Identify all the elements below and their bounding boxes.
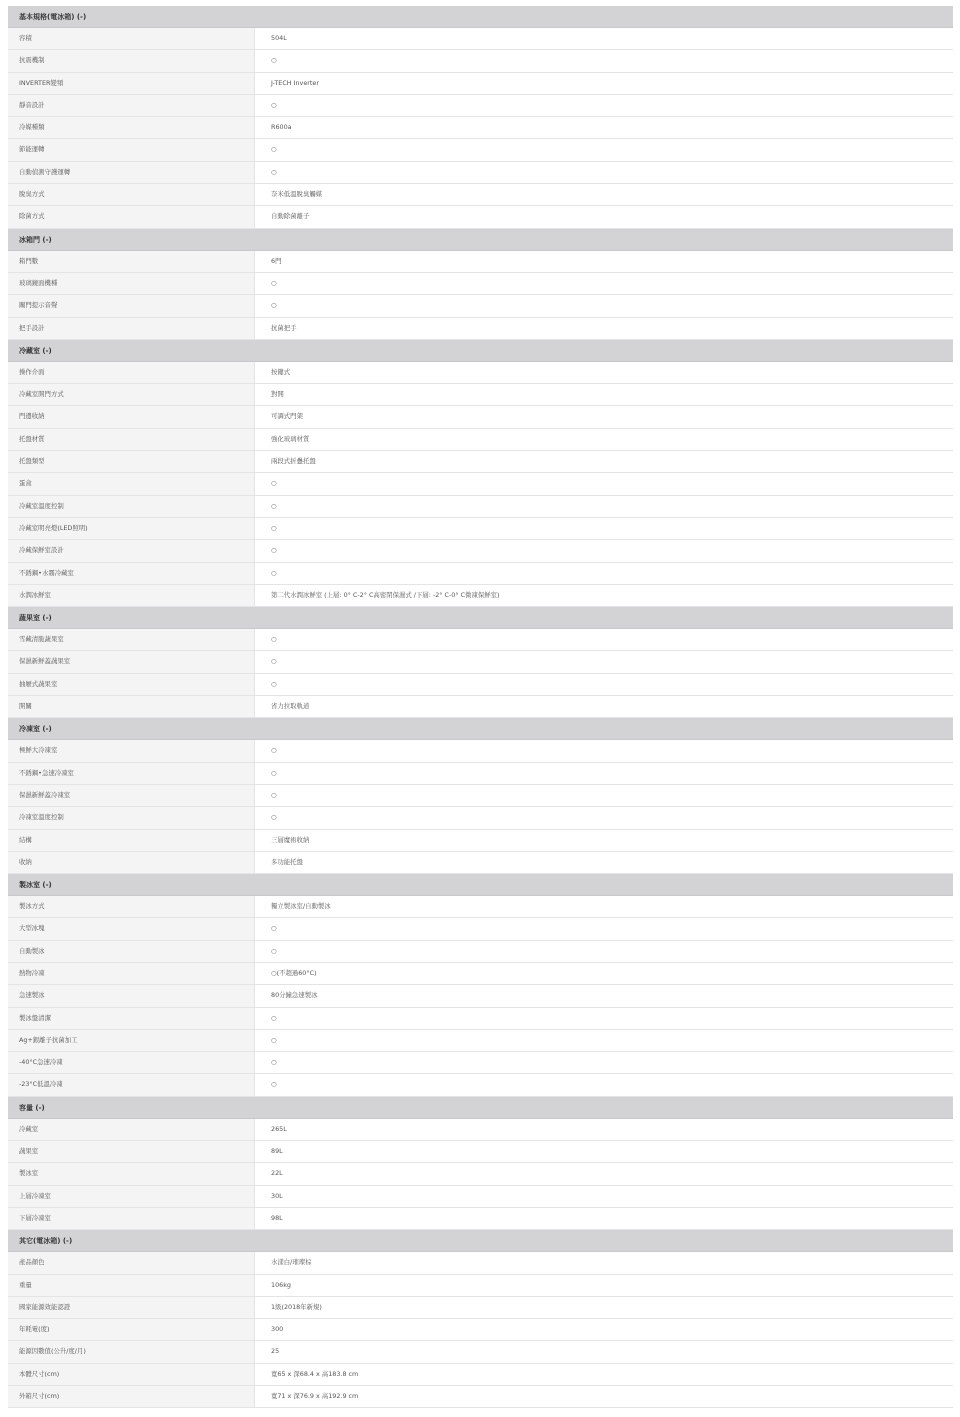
spec-row [8, 273, 953, 295]
spec-label: 冷藏室明亮燈(LED照明) [8, 518, 255, 539]
spec-row [8, 206, 953, 228]
spec-value: R600a [255, 117, 953, 138]
spec-row [8, 1008, 953, 1030]
spec-value: ○ [255, 785, 953, 806]
spec-label: 產品顏色 [8, 1252, 255, 1273]
spec-row [8, 674, 953, 696]
spec-row [8, 162, 953, 184]
spec-label: -40°C急速冷凍 [8, 1052, 255, 1073]
spec-label: 急速製冰 [8, 985, 255, 1006]
spec-row [8, 73, 953, 95]
spec-value: 奈米低溫脫臭觸媒 [255, 184, 953, 205]
spec-value: 獨立製冰室/自動製冰 [255, 896, 953, 917]
spec-value: ○ [255, 540, 953, 561]
spec-row [8, 429, 953, 451]
spec-label: 門邊收納 [8, 406, 255, 427]
spec-label: 把手設計 [8, 318, 255, 339]
spec-value: 對開 [255, 384, 953, 405]
spec-label: -23°C低溫冷凍 [8, 1074, 255, 1095]
spec-value: ○ [255, 1074, 953, 1095]
spec-value: ○ [255, 763, 953, 784]
spec-row [8, 28, 953, 50]
spec-row [8, 1186, 953, 1208]
spec-value: 30L [255, 1186, 953, 1207]
spec-label: 冷藏室 [8, 1119, 255, 1140]
spec-label: 極鮮大冷凍室 [8, 740, 255, 761]
spec-value: ○ [255, 563, 953, 584]
spec-value: 寬65 x 深68.4 x 高183.8 cm [255, 1364, 953, 1385]
spec-row [8, 785, 953, 807]
spec-value: ○ [255, 651, 953, 672]
spec-row [8, 384, 953, 406]
spec-value: ○ [255, 941, 953, 962]
spec-row [8, 362, 953, 384]
spec-value: 第二代水潤冰鮮室 (上層: 0° C-2° C高密閉保濕式 /下層: -2° C-0° C微凍保鮮室) [255, 585, 953, 606]
spec-label: INVERTER變頻 [8, 73, 255, 94]
spec-section [8, 340, 953, 607]
spec-section [8, 607, 953, 718]
spec-row [8, 295, 953, 317]
spec-row [8, 1341, 953, 1363]
spec-row [8, 1364, 953, 1386]
section-header[interactable]: 容量 (-) [8, 1097, 953, 1119]
spec-row [8, 518, 953, 540]
spec-value: 多功能托盤 [255, 852, 953, 873]
spec-value: 三層魔術收納 [255, 830, 953, 851]
spec-row [8, 1119, 953, 1141]
spec-value: ○ [255, 50, 953, 71]
spec-value: 按鍵式 [255, 362, 953, 383]
spec-value: 80分鐘急速製冰 [255, 985, 953, 1006]
spec-row [8, 1208, 953, 1230]
spec-row [8, 1252, 953, 1274]
spec-row [8, 830, 953, 852]
spec-row [8, 540, 953, 562]
spec-label: 雪藏清脆蔬果室 [8, 629, 255, 650]
spec-row [8, 251, 953, 273]
spec-label: 靜音設計 [8, 95, 255, 116]
spec-label: 下層冷凍室 [8, 1208, 255, 1229]
spec-value: ○ [255, 1052, 953, 1073]
spec-row [8, 1052, 953, 1074]
spec-row [8, 406, 953, 428]
spec-value: 兩段式折疊托盤 [255, 451, 953, 472]
spec-value: 98L [255, 1208, 953, 1229]
spec-label: 操作介面 [8, 362, 255, 383]
spec-label: 重量 [8, 1275, 255, 1296]
section-header[interactable]: 基本規格(電冰箱) (-) [8, 6, 953, 28]
spec-label: 外箱尺寸(cm) [8, 1386, 255, 1407]
spec-section [8, 874, 953, 1097]
spec-label: 能源因數值(公升/度/月) [8, 1341, 255, 1362]
spec-value: 106kg [255, 1275, 953, 1296]
spec-row [8, 1319, 953, 1341]
spec-value: ○ [255, 629, 953, 650]
spec-label: 收納 [8, 852, 255, 873]
spec-row [8, 896, 953, 918]
spec-value: ○ [255, 518, 953, 539]
spec-value: ○ [255, 740, 953, 761]
spec-section [8, 6, 953, 229]
spec-value: ○ [255, 674, 953, 695]
spec-row [8, 651, 953, 673]
spec-row [8, 1297, 953, 1319]
spec-row [8, 1074, 953, 1096]
spec-row [8, 985, 953, 1007]
spec-row [8, 852, 953, 874]
spec-value: ○ [255, 496, 953, 517]
spec-value: 265L [255, 1119, 953, 1140]
spec-value: 強化玻璃材質 [255, 429, 953, 450]
spec-value: J-TECH Inverter [255, 73, 953, 94]
spec-label: 熱物冷凍 [8, 963, 255, 984]
spec-label: 抗震機制 [8, 50, 255, 71]
spec-value: ○ [255, 273, 953, 294]
spec-row [8, 1163, 953, 1185]
spec-row [8, 95, 953, 117]
spec-value: 89L [255, 1141, 953, 1162]
spec-value: 22L [255, 1163, 953, 1184]
spec-label: 開關 [8, 696, 255, 717]
spec-label: 蔬果室 [8, 1141, 255, 1162]
spec-value: 自動除菌離子 [255, 206, 953, 227]
spec-label: 冷凍室溫度控制 [8, 807, 255, 828]
spec-label: 蛋盒 [8, 473, 255, 494]
spec-label: 大型冰塊 [8, 918, 255, 939]
spec-table [8, 6, 953, 1408]
spec-value: 1級(2018年新規) [255, 1297, 953, 1318]
spec-row [8, 807, 953, 829]
spec-row [8, 50, 953, 72]
spec-row [8, 941, 953, 963]
spec-label: 年耗電(度) [8, 1319, 255, 1340]
spec-row [8, 585, 953, 607]
spec-label: 冷藏室溫度控制 [8, 496, 255, 517]
spec-row [8, 763, 953, 785]
spec-section [8, 1230, 953, 1408]
spec-value: 25 [255, 1341, 953, 1362]
spec-label: 不銹鋼•水霧冷藏室 [8, 563, 255, 584]
spec-label: 容積 [8, 28, 255, 49]
spec-label: 自動偵測守護運轉 [8, 162, 255, 183]
spec-label: 抽屜式蔬果室 [8, 674, 255, 695]
spec-value: ○ [255, 807, 953, 828]
spec-label: 保濕新鮮蓋蔬果室 [8, 651, 255, 672]
spec-label: 結構 [8, 830, 255, 851]
spec-value: ○ [255, 139, 953, 160]
spec-section [8, 718, 953, 874]
spec-value: ○ [255, 1030, 953, 1051]
spec-row [8, 473, 953, 495]
spec-label: 托盤材質 [8, 429, 255, 450]
spec-value: 504L [255, 28, 953, 49]
spec-label: 冷藏室開門方式 [8, 384, 255, 405]
spec-label: 國家能源效能認證 [8, 1297, 255, 1318]
spec-row [8, 451, 953, 473]
section-header[interactable]: 其它(電冰箱) (-) [8, 1230, 953, 1252]
section-header[interactable]: 冷藏室 (-) [8, 340, 953, 362]
spec-value: 抗菌把手 [255, 318, 953, 339]
spec-value: 水漾白/璀璨棕 [255, 1252, 953, 1273]
spec-row [8, 740, 953, 762]
section-header[interactable]: 蔬果室 (-) [8, 607, 953, 629]
spec-label: 製冰盤清潔 [8, 1008, 255, 1029]
spec-value: ○ [255, 1008, 953, 1029]
spec-value: ○ [255, 473, 953, 494]
spec-label: 冷媒種類 [8, 117, 255, 138]
spec-label: 本體尺寸(cm) [8, 1364, 255, 1385]
spec-label: 脫臭方式 [8, 184, 255, 205]
spec-value: 6門 [255, 251, 953, 272]
spec-label: 節能運轉 [8, 139, 255, 160]
spec-row [8, 496, 953, 518]
section-header[interactable]: 冰箱門 (-) [8, 229, 953, 251]
spec-value: 省力拉取軌道 [255, 696, 953, 717]
spec-row [8, 696, 953, 718]
spec-section [8, 1097, 953, 1230]
spec-label: 製冰方式 [8, 896, 255, 917]
spec-row [8, 1275, 953, 1297]
section-header[interactable]: 製冰室 (-) [8, 874, 953, 896]
spec-value: ○ [255, 95, 953, 116]
spec-label: 關門提示音聲 [8, 295, 255, 316]
spec-label: 冷藏保鮮室設計 [8, 540, 255, 561]
spec-label: 自動製冰 [8, 941, 255, 962]
spec-value: ○ [255, 295, 953, 316]
spec-label: 上層冷凍室 [8, 1186, 255, 1207]
spec-label: 除菌方式 [8, 206, 255, 227]
section-header[interactable]: 冷凍室 (-) [8, 718, 953, 740]
spec-value: 300 [255, 1319, 953, 1340]
spec-row [8, 918, 953, 940]
spec-label: 製冰室 [8, 1163, 255, 1184]
spec-label: 不銹鋼•急速冷凍室 [8, 763, 255, 784]
spec-label: Ag+銀離子抗菌加工 [8, 1030, 255, 1051]
spec-row [8, 184, 953, 206]
spec-row [8, 1030, 953, 1052]
spec-row [8, 139, 953, 161]
spec-value: ○ [255, 918, 953, 939]
spec-value: 寬71 x 深76.9 x 高192.9 cm [255, 1386, 953, 1407]
spec-row [8, 963, 953, 985]
spec-row [8, 117, 953, 139]
spec-row [8, 563, 953, 585]
spec-label: 箱門數 [8, 251, 255, 272]
spec-label: 水潤冰鮮室 [8, 585, 255, 606]
spec-value: 可調式門架 [255, 406, 953, 427]
spec-row [8, 1386, 953, 1408]
spec-value: ○(不超過60°C) [255, 963, 953, 984]
spec-label: 玻璃鏡面機種 [8, 273, 255, 294]
spec-label: 保濕新鮮蓋冷凍室 [8, 785, 255, 806]
spec-row [8, 629, 953, 651]
spec-row [8, 318, 953, 340]
spec-section [8, 229, 953, 340]
spec-value: ○ [255, 162, 953, 183]
spec-label: 托盤類型 [8, 451, 255, 472]
spec-row [8, 1141, 953, 1163]
